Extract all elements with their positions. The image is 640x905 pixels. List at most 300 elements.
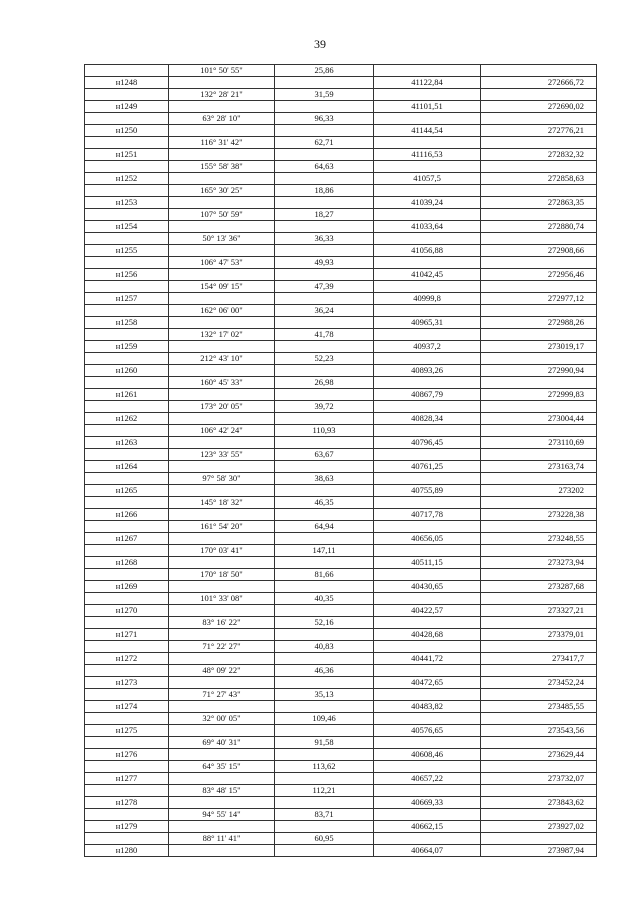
- y-coordinate-cell: 273004,44: [481, 413, 597, 425]
- empty-cell: [374, 593, 481, 605]
- point-name-cell: н1273: [85, 677, 169, 689]
- page-number: 39: [314, 37, 326, 51]
- empty-cell: [169, 173, 275, 185]
- segment-row: [85, 449, 597, 461]
- point-row: [85, 317, 597, 329]
- segment-length-cell: 110,93: [275, 425, 374, 437]
- empty-cell: [374, 521, 481, 533]
- empty-cell: [85, 89, 169, 101]
- x-coordinate-cell: 40422,57: [374, 605, 481, 617]
- empty-cell: [169, 773, 275, 785]
- empty-cell: [481, 89, 597, 101]
- empty-cell: [374, 329, 481, 341]
- empty-cell: [374, 785, 481, 797]
- empty-cell: [481, 761, 597, 773]
- point-name-cell: н1262: [85, 413, 169, 425]
- empty-cell: [481, 713, 597, 725]
- segment-row: [85, 545, 597, 557]
- point-name-cell: н1275: [85, 725, 169, 737]
- point-name-cell: н1261: [85, 389, 169, 401]
- empty-cell: [481, 137, 597, 149]
- point-row: [85, 437, 597, 449]
- empty-cell: [481, 497, 597, 509]
- direction-angle-cell: 32° 00' 05": [169, 713, 275, 725]
- segment-row: [85, 521, 597, 533]
- empty-cell: [374, 425, 481, 437]
- empty-cell: [275, 341, 374, 353]
- empty-cell: [169, 821, 275, 833]
- empty-cell: [481, 809, 597, 821]
- empty-cell: [481, 329, 597, 341]
- empty-cell: [169, 557, 275, 569]
- segment-length-cell: 18,86: [275, 185, 374, 197]
- empty-cell: [275, 653, 374, 665]
- segment-length-cell: 96,33: [275, 113, 374, 125]
- coordinates-table-body: [85, 65, 597, 857]
- empty-cell: [169, 149, 275, 161]
- empty-cell: [374, 209, 481, 221]
- empty-cell: [85, 737, 169, 749]
- empty-cell: [374, 569, 481, 581]
- segment-length-cell: 35,13: [275, 689, 374, 701]
- empty-cell: [374, 401, 481, 413]
- point-row: [85, 389, 597, 401]
- empty-cell: [481, 833, 597, 845]
- segment-row: [85, 113, 597, 125]
- direction-angle-cell: 63° 28' 10": [169, 113, 275, 125]
- x-coordinate-cell: 40937,2: [374, 341, 481, 353]
- x-coordinate-cell: 41033,64: [374, 221, 481, 233]
- empty-cell: [275, 293, 374, 305]
- x-coordinate-cell: 40755,89: [374, 485, 481, 497]
- segment-length-cell: 36,24: [275, 305, 374, 317]
- point-row: [85, 677, 597, 689]
- point-row: [85, 581, 597, 593]
- segment-length-cell: 83,71: [275, 809, 374, 821]
- point-row: [85, 365, 597, 377]
- point-row: [85, 461, 597, 473]
- direction-angle-cell: 107° 50' 59": [169, 209, 275, 221]
- empty-cell: [481, 209, 597, 221]
- empty-cell: [374, 665, 481, 677]
- empty-cell: [374, 617, 481, 629]
- direction-angle-cell: 132° 17' 02": [169, 329, 275, 341]
- point-row: [85, 773, 597, 785]
- segment-row: [85, 329, 597, 341]
- empty-cell: [85, 329, 169, 341]
- segment-length-cell: 41,78: [275, 329, 374, 341]
- point-name-cell: н1255: [85, 245, 169, 257]
- y-coordinate-cell: 273379,01: [481, 629, 597, 641]
- segment-row: [85, 161, 597, 173]
- empty-cell: [275, 365, 374, 377]
- segment-row: [85, 641, 597, 653]
- x-coordinate-cell: 40656,05: [374, 533, 481, 545]
- empty-cell: [169, 845, 275, 857]
- direction-angle-cell: 94° 55' 14": [169, 809, 275, 821]
- x-coordinate-cell: 40761,25: [374, 461, 481, 473]
- direction-angle-cell: 132° 28' 21": [169, 89, 275, 101]
- segment-length-cell: 52,23: [275, 353, 374, 365]
- empty-cell: [85, 401, 169, 413]
- empty-cell: [374, 353, 481, 365]
- empty-cell: [481, 425, 597, 437]
- empty-cell: [275, 509, 374, 521]
- segment-row: [85, 593, 597, 605]
- x-coordinate-cell: 40893,26: [374, 365, 481, 377]
- empty-cell: [169, 581, 275, 593]
- point-row: [85, 605, 597, 617]
- segment-length-cell: 38,63: [275, 473, 374, 485]
- y-coordinate-cell: 273843,62: [481, 797, 597, 809]
- empty-cell: [275, 797, 374, 809]
- segment-row: [85, 425, 597, 437]
- segment-row: [85, 737, 597, 749]
- empty-cell: [481, 689, 597, 701]
- point-name-cell: н1268: [85, 557, 169, 569]
- y-coordinate-cell: 273019,17: [481, 341, 597, 353]
- direction-angle-cell: 145° 18' 32": [169, 497, 275, 509]
- point-row: [85, 533, 597, 545]
- segment-length-cell: 64,63: [275, 161, 374, 173]
- x-coordinate-cell: 40796,45: [374, 437, 481, 449]
- empty-cell: [85, 617, 169, 629]
- segment-length-cell: 47,39: [275, 281, 374, 293]
- y-coordinate-cell: 273248,55: [481, 533, 597, 545]
- x-coordinate-cell: 41057,5: [374, 173, 481, 185]
- point-name-cell: н1254: [85, 221, 169, 233]
- empty-cell: [169, 725, 275, 737]
- point-name-cell: н1249: [85, 101, 169, 113]
- empty-cell: [169, 485, 275, 497]
- segment-row: [85, 233, 597, 245]
- empty-cell: [85, 113, 169, 125]
- point-row: [85, 341, 597, 353]
- direction-angle-cell: 106° 42' 24": [169, 425, 275, 437]
- x-coordinate-cell: 41122,84: [374, 77, 481, 89]
- y-coordinate-cell: 273163,74: [481, 461, 597, 473]
- empty-cell: [275, 413, 374, 425]
- direction-angle-cell: 106° 47' 53": [169, 257, 275, 269]
- y-coordinate-cell: 272988,26: [481, 317, 597, 329]
- point-name-cell: н1280: [85, 845, 169, 857]
- point-name-cell: н1269: [85, 581, 169, 593]
- empty-cell: [85, 641, 169, 653]
- empty-cell: [275, 245, 374, 257]
- direction-angle-cell: 154° 09' 15": [169, 281, 275, 293]
- y-coordinate-cell: 273110,69: [481, 437, 597, 449]
- segment-row: [85, 689, 597, 701]
- empty-cell: [85, 305, 169, 317]
- empty-cell: [481, 617, 597, 629]
- empty-cell: [275, 389, 374, 401]
- segment-length-cell: 46,35: [275, 497, 374, 509]
- empty-cell: [169, 77, 275, 89]
- segment-length-cell: 147,11: [275, 545, 374, 557]
- segment-length-cell: 109,46: [275, 713, 374, 725]
- y-coordinate-cell: 273273,94: [481, 557, 597, 569]
- point-row: [85, 269, 597, 281]
- point-row: [85, 197, 597, 209]
- empty-cell: [85, 761, 169, 773]
- empty-cell: [374, 473, 481, 485]
- y-coordinate-cell: 272977,12: [481, 293, 597, 305]
- x-coordinate-cell: 40511,15: [374, 557, 481, 569]
- empty-cell: [169, 245, 275, 257]
- direction-angle-cell: 173° 20' 05": [169, 401, 275, 413]
- segment-row: [85, 785, 597, 797]
- empty-cell: [481, 665, 597, 677]
- empty-cell: [374, 689, 481, 701]
- empty-cell: [85, 353, 169, 365]
- point-row: [85, 77, 597, 89]
- empty-cell: [374, 497, 481, 509]
- direction-angle-cell: 48° 09' 22": [169, 665, 275, 677]
- empty-cell: [275, 221, 374, 233]
- empty-cell: [374, 449, 481, 461]
- direction-angle-cell: 83° 16' 22": [169, 617, 275, 629]
- empty-cell: [169, 629, 275, 641]
- empty-cell: [374, 545, 481, 557]
- empty-cell: [169, 221, 275, 233]
- empty-cell: [374, 281, 481, 293]
- point-name-cell: н1274: [85, 701, 169, 713]
- empty-cell: [169, 437, 275, 449]
- empty-cell: [275, 269, 374, 281]
- empty-cell: [481, 65, 597, 77]
- direction-angle-cell: 71° 22' 27": [169, 641, 275, 653]
- empty-cell: [374, 89, 481, 101]
- empty-cell: [85, 665, 169, 677]
- coordinates-table: [84, 64, 597, 857]
- x-coordinate-cell: 40483,82: [374, 701, 481, 713]
- point-row: [85, 653, 597, 665]
- direction-angle-cell: 170° 18' 50": [169, 569, 275, 581]
- direction-angle-cell: 88° 11' 41": [169, 833, 275, 845]
- point-name-cell: н1251: [85, 149, 169, 161]
- empty-cell: [481, 257, 597, 269]
- segment-length-cell: 91,58: [275, 737, 374, 749]
- empty-cell: [169, 341, 275, 353]
- x-coordinate-cell: 40657,22: [374, 773, 481, 785]
- empty-cell: [481, 185, 597, 197]
- empty-cell: [169, 269, 275, 281]
- x-coordinate-cell: 40441,72: [374, 653, 481, 665]
- y-coordinate-cell: 272999,83: [481, 389, 597, 401]
- empty-cell: [85, 593, 169, 605]
- direction-angle-cell: 162° 06' 00": [169, 305, 275, 317]
- empty-cell: [169, 365, 275, 377]
- empty-cell: [85, 65, 169, 77]
- direction-angle-cell: 155° 58' 38": [169, 161, 275, 173]
- segment-length-cell: 40,83: [275, 641, 374, 653]
- direction-angle-cell: 64° 35' 15": [169, 761, 275, 773]
- point-row: [85, 221, 597, 233]
- x-coordinate-cell: 40608,46: [374, 749, 481, 761]
- empty-cell: [275, 677, 374, 689]
- empty-cell: [481, 473, 597, 485]
- empty-cell: [374, 641, 481, 653]
- direction-angle-cell: 161° 54' 20": [169, 521, 275, 533]
- y-coordinate-cell: 273927,02: [481, 821, 597, 833]
- empty-cell: [481, 401, 597, 413]
- segment-row: [85, 137, 597, 149]
- x-coordinate-cell: 41116,53: [374, 149, 481, 161]
- empty-cell: [169, 677, 275, 689]
- y-coordinate-cell: 273228,38: [481, 509, 597, 521]
- segment-length-cell: 49,93: [275, 257, 374, 269]
- segment-row: [85, 833, 597, 845]
- y-coordinate-cell: 273987,94: [481, 845, 597, 857]
- y-coordinate-cell: 272880,74: [481, 221, 597, 233]
- empty-cell: [374, 65, 481, 77]
- empty-cell: [169, 317, 275, 329]
- x-coordinate-cell: 40867,79: [374, 389, 481, 401]
- empty-cell: [85, 257, 169, 269]
- empty-cell: [481, 785, 597, 797]
- direction-angle-cell: 160° 45' 33": [169, 377, 275, 389]
- segment-length-cell: 52,16: [275, 617, 374, 629]
- empty-cell: [481, 377, 597, 389]
- empty-cell: [481, 281, 597, 293]
- x-coordinate-cell: 40965,31: [374, 317, 481, 329]
- empty-cell: [275, 749, 374, 761]
- empty-cell: [169, 749, 275, 761]
- point-row: [85, 629, 597, 641]
- point-name-cell: н1278: [85, 797, 169, 809]
- empty-cell: [275, 437, 374, 449]
- point-name-cell: н1279: [85, 821, 169, 833]
- empty-cell: [275, 173, 374, 185]
- segment-row: [85, 89, 597, 101]
- empty-cell: [481, 305, 597, 317]
- empty-cell: [481, 641, 597, 653]
- x-coordinate-cell: 41056,88: [374, 245, 481, 257]
- direction-angle-cell: 170° 03' 41": [169, 545, 275, 557]
- point-name-cell: н1264: [85, 461, 169, 473]
- y-coordinate-cell: 272990,94: [481, 365, 597, 377]
- empty-cell: [275, 77, 374, 89]
- point-name-cell: н1270: [85, 605, 169, 617]
- y-coordinate-cell: 272666,72: [481, 77, 597, 89]
- point-name-cell: н1256: [85, 269, 169, 281]
- empty-cell: [374, 185, 481, 197]
- y-coordinate-cell: 272863,35: [481, 197, 597, 209]
- empty-cell: [275, 149, 374, 161]
- segment-row: [85, 809, 597, 821]
- point-name-cell: н1267: [85, 533, 169, 545]
- empty-cell: [374, 377, 481, 389]
- empty-cell: [374, 713, 481, 725]
- x-coordinate-cell: 40472,65: [374, 677, 481, 689]
- empty-cell: [481, 161, 597, 173]
- segment-length-cell: 64,94: [275, 521, 374, 533]
- segment-row: [85, 377, 597, 389]
- point-name-cell: н1258: [85, 317, 169, 329]
- segment-length-cell: 81,66: [275, 569, 374, 581]
- y-coordinate-cell: 272832,32: [481, 149, 597, 161]
- point-row: [85, 101, 597, 113]
- segment-row: [85, 497, 597, 509]
- empty-cell: [169, 125, 275, 137]
- point-name-cell: н1250: [85, 125, 169, 137]
- y-coordinate-cell: 273732,07: [481, 773, 597, 785]
- x-coordinate-cell: 40576,65: [374, 725, 481, 737]
- segment-length-cell: 62,71: [275, 137, 374, 149]
- y-coordinate-cell: 273452,24: [481, 677, 597, 689]
- empty-cell: [169, 533, 275, 545]
- x-coordinate-cell: 40428,68: [374, 629, 481, 641]
- direction-angle-cell: 212° 43' 10": [169, 353, 275, 365]
- empty-cell: [481, 593, 597, 605]
- segment-length-cell: 63,67: [275, 449, 374, 461]
- empty-cell: [85, 425, 169, 437]
- empty-cell: [275, 461, 374, 473]
- empty-cell: [169, 197, 275, 209]
- empty-cell: [374, 809, 481, 821]
- empty-cell: [275, 821, 374, 833]
- empty-cell: [169, 413, 275, 425]
- empty-cell: [275, 533, 374, 545]
- point-row: [85, 797, 597, 809]
- segment-row: [85, 305, 597, 317]
- segment-length-cell: 112,21: [275, 785, 374, 797]
- point-name-cell: н1265: [85, 485, 169, 497]
- empty-cell: [374, 113, 481, 125]
- empty-cell: [85, 569, 169, 581]
- direction-angle-cell: 101° 50' 55": [169, 65, 275, 77]
- segment-row: [85, 665, 597, 677]
- empty-cell: [85, 785, 169, 797]
- segment-row: [85, 401, 597, 413]
- x-coordinate-cell: 41042,45: [374, 269, 481, 281]
- empty-cell: [374, 833, 481, 845]
- point-row: [85, 245, 597, 257]
- direction-angle-cell: 116° 31' 42": [169, 137, 275, 149]
- x-coordinate-cell: 40717,78: [374, 509, 481, 521]
- x-coordinate-cell: 40664,07: [374, 845, 481, 857]
- direction-angle-cell: 50° 13' 36": [169, 233, 275, 245]
- segment-length-cell: 40,35: [275, 593, 374, 605]
- point-name-cell: н1252: [85, 173, 169, 185]
- empty-cell: [481, 545, 597, 557]
- empty-cell: [85, 233, 169, 245]
- point-row: [85, 485, 597, 497]
- y-coordinate-cell: 273202: [481, 485, 597, 497]
- segment-length-cell: 39,72: [275, 401, 374, 413]
- segment-length-cell: 36,33: [275, 233, 374, 245]
- empty-cell: [275, 701, 374, 713]
- empty-cell: [275, 773, 374, 785]
- empty-cell: [85, 689, 169, 701]
- point-row: [85, 725, 597, 737]
- empty-cell: [85, 545, 169, 557]
- empty-cell: [481, 113, 597, 125]
- x-coordinate-cell: 40828,34: [374, 413, 481, 425]
- empty-cell: [169, 101, 275, 113]
- direction-angle-cell: 71° 27' 43": [169, 689, 275, 701]
- empty-cell: [85, 809, 169, 821]
- y-coordinate-cell: 273287,68: [481, 581, 597, 593]
- coordinates-table-container: [84, 64, 596, 857]
- y-coordinate-cell: 272690,02: [481, 101, 597, 113]
- empty-cell: [169, 509, 275, 521]
- segment-row: [85, 617, 597, 629]
- y-coordinate-cell: 272956,46: [481, 269, 597, 281]
- point-name-cell: н1272: [85, 653, 169, 665]
- y-coordinate-cell: 272908,66: [481, 245, 597, 257]
- point-name-cell: н1248: [85, 77, 169, 89]
